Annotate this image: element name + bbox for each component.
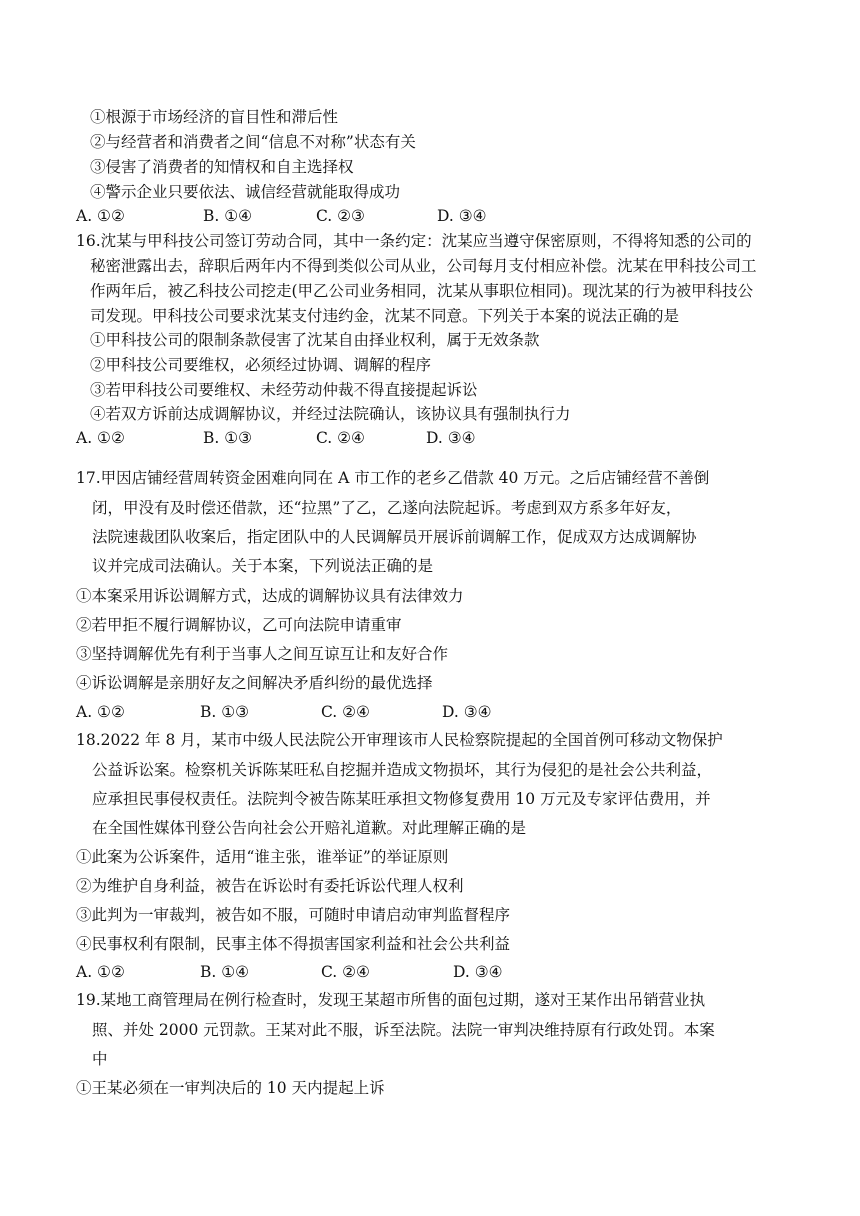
q15-item-2: ②与经营者和消费者之间“信息不对称”状态有关: [90, 133, 416, 151]
q16-option-c: C. ②④: [316, 429, 365, 447]
q17-item-1: ①本案采用诉讼调解方式，达成的调解协议具有法律效力: [76, 587, 464, 605]
q19-stem-line-3: 中: [92, 1050, 108, 1068]
q19-stem-line-1: 19.某地工商管理局在例行检查时，发现王某超市所售的面包过期，遂对王某作出吊销营业执: [76, 991, 706, 1009]
q18-item-2: ②为维护自身利益，被告在诉讼时有委托诉讼代理人权利: [76, 877, 464, 895]
q18-stem-line-2: 公益诉讼案。检察机关诉陈某旺私自挖掘并造成文物损坏，其行为侵犯的是社会公共利益，: [92, 761, 713, 779]
q17-option-d: D. ③④: [442, 703, 492, 721]
q18-item-3: ③此判为一审裁判，被告如不服，可随时申请启动审判监督程序: [76, 906, 511, 924]
q17-item-4: ④诉讼调解是亲朋好友之间解决矛盾纠纷的最优选择: [76, 674, 433, 692]
q16-item-3: ③若甲科技公司要维权、未经劳动仲裁不得直接提起诉讼: [90, 381, 478, 399]
q16-option-a: A. ①②: [76, 429, 125, 447]
q18-option-b: B. ①④: [200, 963, 250, 981]
q17-item-2: ②若甲拒不履行调解协议，乙可向法院申请重审: [76, 616, 402, 634]
q17-stem-line-1: 17.甲因店铺经营周转资金困难向同在 A 市工作的老乡乙借款 40 万元。之后店铺经营不善倒: [76, 469, 710, 487]
q18-stem-line-3: 应承担民事侵权责任。法院判令被告陈某旺承担文物修复费用 10 万元及专家评估费用，并: [92, 790, 711, 808]
q15-option-d: D. ③④: [437, 207, 487, 225]
q18-option-d: D. ③④: [453, 963, 503, 981]
q16-item-4: ④若双方诉前达成调解协议，并经过法院确认，该协议具有强制执行力: [90, 405, 571, 423]
q17-option-a: A. ①②: [76, 703, 125, 721]
q15-options: [76, 207, 776, 227]
q18-option-c: C. ②④: [321, 963, 370, 981]
q16-stem-line-2: 秘密泄露出去，辞职后两年内不得到类似公司从业，公司每月支付相应补偿。沈某在甲科技公司工: [90, 257, 757, 275]
q17-stem-line-2: 闭，甲没有及时偿还借款，还“拉黑”了乙，乙遂向法院起诉。考虑到双方系多年好友，: [92, 499, 682, 517]
q16-option-b: B. ①③: [203, 429, 253, 447]
q18-item-1: ①此案为公诉案件，适用“谁主张，谁举证”的举证原则: [76, 848, 449, 866]
q16-stem-line-1: 16.沈某与甲科技公司签订劳动合同，其中一条约定：沈某应当遵守保密原则，不得将知悉的公司的: [76, 232, 752, 250]
q16-options: [76, 429, 776, 449]
q15-option-b: B. ①④: [203, 207, 253, 225]
q16-item-2: ②甲科技公司要维权，必须经过协调、调解的程序: [90, 356, 432, 374]
q16-stem-line-3: 作两年后，被乙科技公司挖走(甲乙公司业务相同，沈某从事职位相同)。现沈某的行为被甲科技公: [90, 282, 754, 300]
q17-item-3: ③坚持调解优先有利于当事人之间互谅互让和友好合作: [76, 645, 449, 663]
q18-option-a: A. ①②: [76, 963, 125, 981]
q16-stem-line-4: 司发现。甲科技公司要求沈某支付违约金，沈某不同意。下列关于本案的说法正确的是: [90, 307, 680, 325]
q15-option-a: A. ①②: [76, 207, 125, 225]
q15-item-4: ④警示企业只要依法、诚信经营就能取得成功: [90, 183, 401, 201]
q15-option-c: C. ②③: [316, 207, 365, 225]
q17-option-b: B. ①③: [200, 703, 250, 721]
q18-options: [76, 963, 776, 983]
q17-options: [76, 703, 776, 723]
q18-stem-line-4: 在全国性媒体刊登公告向社会公开赔礼道歉。对此理解正确的是: [92, 819, 527, 837]
q18-item-4: ④民事权利有限制，民事主体不得损害国家利益和社会公共利益: [76, 935, 511, 953]
q16-option-d: D. ③④: [426, 429, 476, 447]
q15-item-1: ①根源于市场经济的盲目性和滞后性: [90, 108, 339, 126]
q17-stem-line-4: 议并完成司法确认。关于本案，下列说法正确的是: [92, 557, 434, 575]
q17-stem-line-3: 法院速裁团队收案后，指定团队中的人民调解员开展诉前调解工作，促成双方达成调解协: [92, 528, 697, 546]
q15-item-3: ③侵害了消费者的知情权和自主选择权: [90, 158, 354, 176]
q19-item-1: ①王某必须在一审判决后的 10 天内提起上诉: [76, 1079, 385, 1097]
q18-stem-line-1: 18.2022 年 8 月，某市中级人民法院公开审理该市人民检察院提起的全国首例可移动文物保护: [76, 731, 723, 749]
q16-item-1: ①甲科技公司的限制条款侵害了沈某自由择业权利，属于无效条款: [90, 331, 540, 349]
q17-option-c: C. ②④: [321, 703, 370, 721]
q19-stem-line-2: 照、并处 2000 元罚款。王某对此不服，诉至法院。法院一审判决维持原有行政处罚。本案: [92, 1021, 715, 1039]
